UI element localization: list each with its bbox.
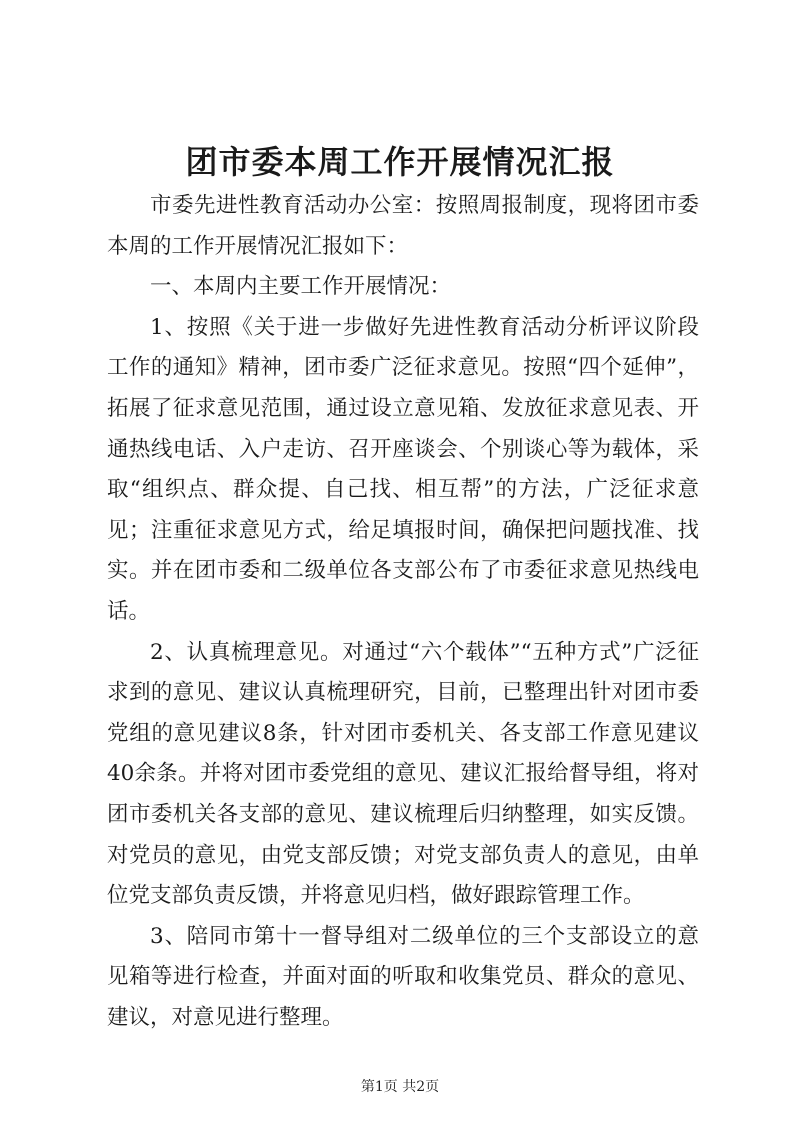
document-title: 团市委本周工作开展情况汇报 [185, 143, 615, 181]
paragraph-section-heading: 一、本周内主要工作开展情况： [150, 274, 452, 300]
paragraph-intro: 市委先进性教育活动办公室：按照周报制度，现将团市委本周的工作开展情况汇报如下： [107, 193, 699, 259]
page-footer: 第1页 共2页 [360, 1079, 440, 1095]
paragraph-item-2: 2、认真梳理意见。对通过“六个载体”“五种方式”广泛征求到的意见、建议认真梳理研究，目前，已整理出针对团市委党组的意见建议8条，针对团市委机关、各支部工作意见建议40余条。并将对团市委党组的意见、建议汇报给督导组，将对团市委机关各支部的意见、建议梳理后归纳整理，如实反馈。对党员的意见，由党支部反馈；对党支部负责人的意见，由单位党支部负责反馈，并将意见归档，做好跟踪管理工作。 [107, 639, 699, 909]
paragraph-item-3: 3、陪同市第十一督导组对二级单位的三个支部设立的意见箱等进行检查，并面对面的听取和收集党员、群众的意见、建议，对意见进行整理。 [107, 923, 699, 1030]
paragraph-item-1: 1、按照《关于进一步做好先进性教育活动分析评议阶段工作的通知》精神，团市委广泛征求意见。按照“四个延伸”，拓展了征求意见范围，通过设立意见箱、发放征求意见表、开通热线电话、入户走访、召开座谈会、个别谈心等为载体，采取“组织点、群众提、自己找、相互帮”的方法，广泛征求意见；注重征求意见方式，给足填报时间，确保把问题找准、找实。并在团市委和二级单位各支部公布了市委征求意见热线电话。 [107, 314, 699, 624]
document-body [107, 186, 699, 1038]
